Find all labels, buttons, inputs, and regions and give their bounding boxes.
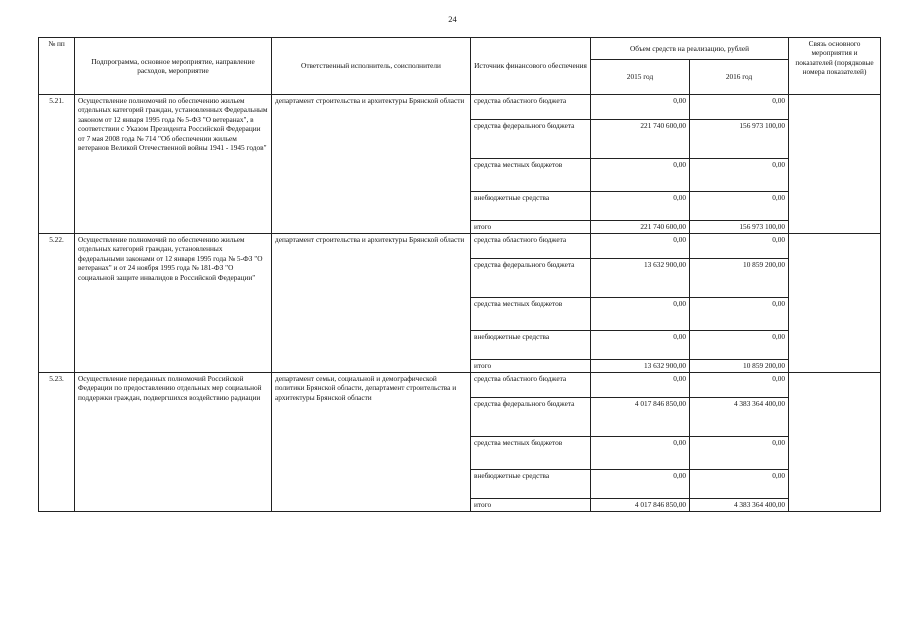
- table-row: [39, 373, 881, 398]
- amount-2015: 221 740 600,00: [591, 221, 690, 234]
- funding-source: средства федерального бюджета: [471, 259, 591, 298]
- executor: департамент семьи, социальной и демографической политики Брянской области, департамент строительства и архитектуры Брянской области: [272, 373, 471, 512]
- indicator-link: [789, 95, 881, 234]
- header-executor: Ответственный исполнитель, соисполнители: [272, 38, 471, 95]
- amount-2016: 10 859 200,00: [690, 259, 789, 298]
- funding-source: средства федерального бюджета: [471, 398, 591, 437]
- amount-2016: 0,00: [690, 470, 789, 499]
- indicator-link: [789, 373, 881, 512]
- amount-2015: 13 632 900,00: [591, 360, 690, 373]
- header-2015: 2015 год: [591, 60, 690, 95]
- funding-source: средства областного бюджета: [471, 234, 591, 259]
- amount-2016: 4 383 364 400,00: [690, 398, 789, 437]
- amount-2015: 13 632 900,00: [591, 259, 690, 298]
- table-body: [39, 95, 881, 512]
- amount-2016: 156 973 100,00: [690, 120, 789, 159]
- program-description: Осуществление полномочий по обеспечению жильем отдельных категорий граждан, установленных федеральными законами от 12 января 1995 года № 5-ФЗ "О ветеранах" и от 24 ноября 1995 года № 181-ФЗ "О социальной защите инвалидов в Российской Федерации": [75, 234, 272, 373]
- table-row: [39, 234, 881, 259]
- amount-2016: 156 973 100,00: [690, 221, 789, 234]
- funding-source: итого: [471, 360, 591, 373]
- amount-2016: 0,00: [690, 331, 789, 360]
- amount-2016: 10 859 200,00: [690, 360, 789, 373]
- indicator-link: [789, 234, 881, 373]
- amount-2016: 0,00: [690, 234, 789, 259]
- amount-2016: 4 383 364 400,00: [690, 499, 789, 512]
- amount-2016: 0,00: [690, 298, 789, 331]
- amount-2015: 0,00: [591, 470, 690, 499]
- amount-2015: 4 017 846 850,00: [591, 499, 690, 512]
- item-number: 5.22.: [39, 234, 75, 373]
- funding-source: итого: [471, 221, 591, 234]
- funding-source: внебюджетные средства: [471, 470, 591, 499]
- header-source: Источник финансового обеспечения: [471, 38, 591, 95]
- header-volume: Объем средств на реализацию, рублей: [591, 38, 789, 60]
- amount-2015: 0,00: [591, 437, 690, 470]
- header-no: № пп: [39, 38, 75, 95]
- amount-2015: 221 740 600,00: [591, 120, 690, 159]
- program-description: Осуществление полномочий по обеспечению жильем отдельных категорий граждан, установленных Федеральным законом от 12 января 1995 года № 5-ФЗ "О ветеранах", в соответствии с Указом Президента Российской Федерации от 7 мая 2008 года № 714 "Об обеспечении жильем ветеранов Великой Отечественной войны 1941 - 1945 годов": [75, 95, 272, 234]
- executor: департамент строительства и архитектуры Брянской области: [272, 234, 471, 373]
- funding-source: средства местных бюджетов: [471, 159, 591, 192]
- funding-source: средства местных бюджетов: [471, 298, 591, 331]
- amount-2015: 0,00: [591, 373, 690, 398]
- page-number: 24: [448, 14, 457, 24]
- header-2016: 2016 год: [690, 60, 789, 95]
- amount-2015: 0,00: [591, 298, 690, 331]
- program-description: Осуществление переданных полномочий Российской Федерации по предоставлению отдельных мер социальной поддержки граждан, подвергшихся воздействию радиации: [75, 373, 272, 512]
- amount-2016: 0,00: [690, 373, 789, 398]
- funding-source: средства областного бюджета: [471, 373, 591, 398]
- amount-2015: 0,00: [591, 234, 690, 259]
- header-program: Подпрограмма, основное мероприятие, направление расходов, мероприятие: [75, 38, 272, 95]
- table-row: [39, 95, 881, 120]
- item-number: 5.23.: [39, 373, 75, 512]
- header-link: Связь основного мероприятия и показателей (порядковые номера показателей): [789, 38, 881, 95]
- funding-source: внебюджетные средства: [471, 192, 591, 221]
- funding-source: итого: [471, 499, 591, 512]
- funding-source: средства областного бюджета: [471, 95, 591, 120]
- funding-table: [38, 37, 881, 512]
- funding-source: внебюджетные средства: [471, 331, 591, 360]
- amount-2016: 0,00: [690, 192, 789, 221]
- amount-2015: 0,00: [591, 95, 690, 120]
- amount-2015: 0,00: [591, 159, 690, 192]
- amount-2016: 0,00: [690, 159, 789, 192]
- amount-2015: 0,00: [591, 331, 690, 360]
- amount-2016: 0,00: [690, 95, 789, 120]
- amount-2016: 0,00: [690, 437, 789, 470]
- funding-source: средства местных бюджетов: [471, 437, 591, 470]
- funding-source: средства федерального бюджета: [471, 120, 591, 159]
- executor: департамент строительства и архитектуры Брянской области: [272, 95, 471, 234]
- item-number: 5.21.: [39, 95, 75, 234]
- amount-2015: 0,00: [591, 192, 690, 221]
- amount-2015: 4 017 846 850,00: [591, 398, 690, 437]
